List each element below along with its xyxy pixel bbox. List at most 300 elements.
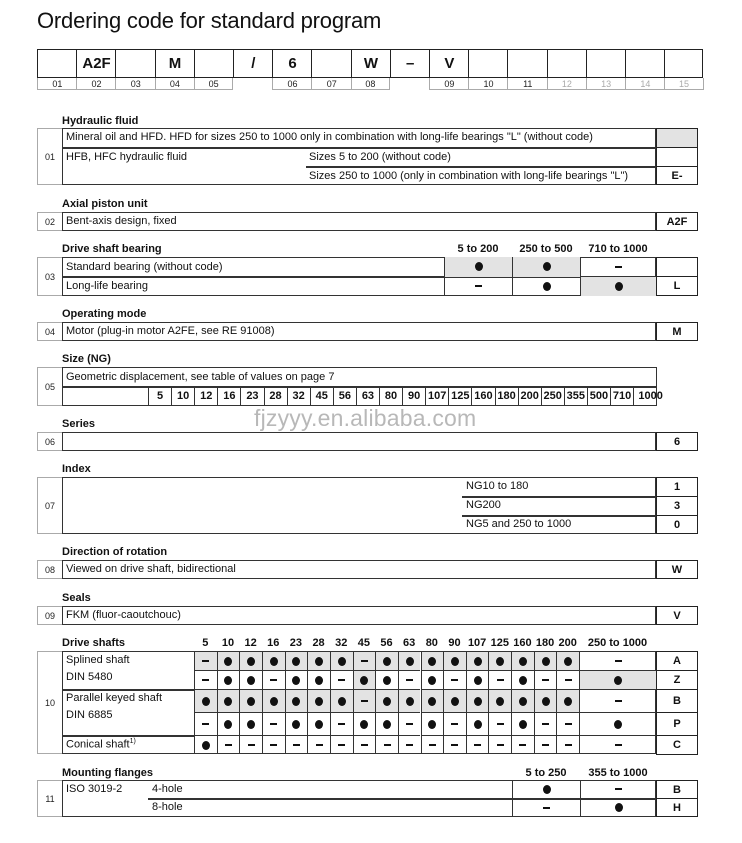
section-number: 10: [37, 651, 62, 754]
drive-shaft-availability-cell: [398, 689, 421, 712]
code-position-number: [233, 78, 273, 90]
drive-shaft-availability-cell: [285, 689, 308, 712]
available-dot-icon: [224, 657, 232, 666]
available-dot-icon: [542, 657, 550, 666]
drive-shaft-availability-cell: [217, 689, 240, 712]
drive-shaft-availability-cell: [217, 735, 240, 754]
col-header: 23: [289, 637, 303, 649]
available-dot-icon: [496, 657, 504, 666]
not-available-dash-icon: [293, 744, 300, 746]
not-available-dash-icon: [270, 679, 277, 681]
code-position-number: 12: [547, 78, 587, 90]
available-dot-icon: [406, 697, 414, 706]
size-option-cell: 12: [194, 387, 217, 405]
code-position-number: 15: [664, 78, 704, 90]
drive-shaft-availability-cell: [217, 651, 240, 670]
code-position-box: [468, 49, 508, 78]
drive-shaft-availability-cell: [556, 651, 579, 670]
available-dot-icon: [315, 697, 323, 706]
col-header: 180: [535, 637, 555, 649]
not-available-dash-icon: [615, 266, 622, 268]
size-option-cell: 107: [425, 387, 448, 405]
available-dot-icon: [292, 676, 300, 685]
available-dot-icon: [428, 697, 436, 706]
size-option-cell: 355: [564, 387, 587, 405]
seals-text: FKM (fluor-caoutchouc): [66, 609, 181, 621]
section-number: 09: [37, 606, 62, 625]
drive-shaft-availability-cell: [375, 670, 398, 689]
code-cell-bearing-long-life: L: [656, 276, 698, 296]
available-dot-icon: [292, 657, 300, 666]
hydraulic-fluid-row-2b: Sizes 250 to 1000 (only in combination with long-life bearings "L"): [309, 170, 629, 182]
drive-shaft-availability-cell: [330, 712, 353, 735]
code-cell-hydraulic-2a: [656, 147, 698, 167]
drive-shaft-availability-cell: [421, 712, 444, 735]
not-available-dash-icon: [248, 744, 255, 746]
section-number: 05: [37, 367, 62, 406]
section-number: 04: [37, 322, 62, 341]
size-option-cell: 710: [610, 387, 633, 405]
bearing-row-label: Standard bearing (without code): [66, 261, 223, 273]
drive-shaft-availability-cell: [330, 735, 353, 754]
code-cell-drive-shaft: B: [656, 689, 698, 713]
section-number: 07: [37, 477, 62, 534]
drive-shaft-availability-cell: [375, 712, 398, 735]
drive-shaft-availability-cell: [556, 735, 579, 754]
flange-row-label: 8-hole: [152, 801, 183, 813]
available-dot-icon: [315, 720, 323, 729]
available-dot-icon: [315, 657, 323, 666]
bearing-availability-cell: [512, 257, 580, 277]
available-dot-icon: [542, 697, 550, 706]
not-available-dash-icon: [202, 679, 209, 681]
code-cell-drive-shaft: A: [656, 651, 698, 671]
operating-mode-text: Motor (plug-in motor A2FE, see RE 91008): [66, 325, 275, 337]
code-position-box: [115, 49, 155, 78]
code-cell-bearing-standard: [656, 257, 698, 277]
drive-shaft-availability-cell: [579, 670, 656, 689]
drive-shaft-availability-cell: [330, 689, 353, 712]
drive-shaft-availability-cell: [534, 689, 557, 712]
size-option-cell: 250: [541, 387, 564, 405]
drive-shaft-availability-cell: [239, 651, 262, 670]
size-option-cell: 10: [171, 387, 194, 405]
col-header: 355 to 1000: [588, 767, 648, 779]
drive-shaft-availability-cell: [353, 735, 376, 754]
bearing-availability-cell: [580, 277, 656, 297]
available-dot-icon: [474, 697, 482, 706]
drive-shaft-availability-cell: [194, 670, 217, 689]
drive-shaft-availability-cell: [534, 712, 557, 735]
direction-text: Viewed on drive shaft, bidirectional: [66, 563, 236, 575]
drive-shaft-group-sublabel: DIN 6885: [66, 709, 113, 721]
drive-shaft-availability-cell: [398, 651, 421, 670]
available-dot-icon: [615, 803, 623, 812]
size-option-cell: 45: [310, 387, 333, 405]
not-available-dash-icon: [270, 723, 277, 725]
size-option-cell: 80: [379, 387, 402, 405]
col-header: 80: [425, 637, 438, 649]
flange-availability-cell: [512, 780, 580, 799]
code-position-number: 03: [115, 78, 155, 90]
col-header: 32: [335, 637, 348, 649]
drive-shaft-availability-cell: [488, 670, 511, 689]
size-option-cell: 28: [264, 387, 287, 405]
code-cell-direction: W: [656, 560, 698, 579]
not-available-dash-icon: [361, 700, 368, 702]
col-header: 28: [312, 637, 325, 649]
available-dot-icon: [247, 657, 255, 666]
available-dot-icon: [224, 720, 232, 729]
drive-shaft-availability-cell: [285, 651, 308, 670]
not-available-dash-icon: [406, 723, 413, 725]
not-available-dash-icon: [615, 700, 622, 702]
not-available-dash-icon: [497, 744, 504, 746]
not-available-dash-icon: [497, 679, 504, 681]
available-dot-icon: [338, 697, 346, 706]
code-cell-drive-shaft: Z: [656, 670, 698, 690]
col-header: 16: [267, 637, 280, 649]
not-available-dash-icon: [338, 744, 345, 746]
not-available-dash-icon: [497, 723, 504, 725]
drive-shaft-group-label: Conical shaft$^{1)}$: [66, 738, 136, 751]
available-dot-icon: [519, 676, 527, 685]
not-available-dash-icon: [406, 744, 413, 746]
drive-shaft-availability-cell: [262, 735, 285, 754]
available-dot-icon: [451, 657, 459, 666]
not-available-dash-icon: [615, 788, 622, 790]
series-box: [62, 432, 656, 451]
size-option-cell: 500: [587, 387, 610, 405]
available-dot-icon: [247, 676, 255, 685]
not-available-dash-icon: [361, 744, 368, 746]
flange-availability-cell: [512, 799, 580, 818]
code-position-number: 10: [468, 78, 508, 90]
section-number: 02: [37, 212, 62, 231]
drive-shaft-availability-cell: [579, 689, 656, 712]
col-header: 90: [448, 637, 461, 649]
code-cell-flange: H: [656, 798, 698, 817]
available-dot-icon: [614, 676, 622, 685]
col-header: 5 to 200: [457, 243, 499, 255]
code-position-number: 05: [194, 78, 234, 90]
bearing-availability-cell: [580, 257, 656, 277]
drive-shaft-group-sublabel: DIN 5480: [66, 671, 113, 683]
drive-shaft-availability-cell: [262, 689, 285, 712]
drive-shaft-availability-cell: [307, 712, 330, 735]
drive-shaft-availability-cell: [421, 735, 444, 754]
code-position-box: M: [155, 49, 195, 78]
section-title-operating-mode: Operating mode: [62, 308, 147, 320]
not-available-dash-icon: [270, 744, 277, 746]
drive-shaft-availability-cell: [579, 651, 656, 670]
available-dot-icon: [383, 720, 391, 729]
section-title-seals: Seals: [62, 592, 91, 604]
section-number: 03: [37, 257, 62, 296]
drive-shaft-availability-cell: [511, 689, 534, 712]
code-position-box: [194, 49, 234, 78]
drive-shaft-availability-cell: [262, 712, 285, 735]
available-dot-icon: [224, 697, 232, 706]
code-position-number: 04: [155, 78, 195, 90]
col-header: 10: [221, 637, 235, 649]
drive-shaft-availability-cell: [285, 670, 308, 689]
drive-shaft-availability-cell: [511, 670, 534, 689]
available-dot-icon: [519, 657, 527, 666]
col-header: 160: [513, 637, 532, 649]
size-option-cell: 180: [495, 387, 518, 405]
drive-shaft-availability-cell: [534, 651, 557, 670]
col-header: 56: [380, 637, 393, 649]
available-dot-icon: [270, 697, 278, 706]
available-dot-icon: [202, 741, 210, 750]
watermark: fjzyyy.en.alibaba.com: [254, 405, 477, 431]
size-option-cell: 1000: [633, 387, 667, 405]
not-available-dash-icon: [565, 744, 572, 746]
available-dot-icon: [614, 720, 622, 729]
not-available-dash-icon: [429, 744, 436, 746]
drive-shaft-availability-cell: [398, 735, 421, 754]
available-dot-icon: [247, 697, 255, 706]
page-title: Ordering code for standard program: [37, 8, 382, 33]
available-dot-icon: [383, 657, 391, 666]
drive-shaft-availability-cell: [239, 712, 262, 735]
drive-shaft-availability-cell: [285, 712, 308, 735]
flange-availability-cell: [580, 780, 656, 799]
drive-shaft-availability-cell: [579, 712, 656, 735]
drive-shaft-availability-cell: [194, 735, 217, 754]
not-available-dash-icon: [565, 723, 572, 725]
code-cell-index: 1: [656, 477, 698, 497]
available-dot-icon: [360, 676, 368, 685]
code-position-box: –: [390, 49, 430, 78]
available-dot-icon: [475, 262, 483, 271]
index-row-label: NG200: [466, 499, 501, 511]
section-title-axial-piston-unit: Axial piston unit: [62, 198, 148, 210]
code-cell-hydraulic-1: [656, 128, 698, 148]
flange-availability-cell: [580, 799, 656, 818]
available-dot-icon: [292, 697, 300, 706]
drive-shaft-availability-cell: [466, 651, 489, 670]
drive-shaft-availability-cell: [421, 670, 444, 689]
size-option-cell: 32: [287, 387, 310, 405]
not-available-dash-icon: [202, 723, 209, 725]
available-dot-icon: [338, 657, 346, 666]
available-dot-icon: [543, 785, 551, 794]
drive-shaft-availability-cell: [194, 689, 217, 712]
drive-shaft-availability-cell: [443, 735, 466, 754]
code-position-number: 02: [76, 78, 116, 90]
code-cell-index: 0: [656, 515, 698, 534]
available-dot-icon: [428, 657, 436, 666]
drive-shaft-availability-cell: [511, 735, 534, 754]
not-available-dash-icon: [202, 660, 209, 662]
drive-shaft-availability-cell: [375, 735, 398, 754]
hydraulic-fluid-row-1: Mineral oil and HFD. HFD for sizes 250 to 1000 only in combination with long-life bearings "L" (without code): [66, 131, 593, 143]
index-row-label: NG5 and 250 to 1000: [466, 518, 572, 530]
drive-shaft-availability-cell: [330, 670, 353, 689]
code-cell-operating-mode: M: [656, 322, 698, 341]
drive-shaft-availability-cell: [466, 689, 489, 712]
code-cell-seals: V: [656, 606, 698, 625]
drive-shaft-availability-cell: [511, 651, 534, 670]
size-option-cell: 90: [402, 387, 425, 405]
available-dot-icon: [474, 720, 482, 729]
hydraulic-fluid-row-2a: Sizes 5 to 200 (without code): [309, 151, 451, 163]
not-available-dash-icon: [338, 723, 345, 725]
col-header: 63: [403, 637, 416, 649]
drive-shaft-availability-cell: [239, 735, 262, 754]
drive-shaft-availability-cell: [488, 689, 511, 712]
drive-shaft-availability-cell: [353, 689, 376, 712]
code-position-box: [507, 49, 547, 78]
code-position-number: 14: [625, 78, 665, 90]
section-title-mounting-flanges: Mounting flanges: [62, 767, 154, 779]
bearing-availability-cell: [512, 277, 580, 297]
code-cell-index: 3: [656, 496, 698, 516]
code-position-box: V: [429, 49, 469, 78]
not-available-dash-icon: [475, 285, 482, 287]
available-dot-icon: [292, 720, 300, 729]
not-available-dash-icon: [451, 723, 458, 725]
size-option-cell: 125: [448, 387, 471, 405]
code-position-box: [37, 49, 77, 78]
bearing-availability-cell: [444, 257, 512, 277]
code-cell-axial-piston: A2F: [656, 212, 698, 231]
drive-shaft-availability-cell: [398, 712, 421, 735]
size-description: Geometric displacement, see table of values on page 7: [66, 371, 335, 383]
col-header: 5 to 250: [525, 767, 567, 779]
col-header: 45: [357, 637, 370, 649]
not-available-dash-icon: [519, 744, 526, 746]
code-position-box: 6: [272, 49, 312, 78]
drive-shaft-availability-cell: [556, 712, 579, 735]
flange-standard: ISO 3019-2: [66, 783, 123, 795]
available-dot-icon: [202, 697, 210, 706]
size-option-cell: 5: [148, 387, 171, 405]
drive-shaft-availability-cell: [353, 712, 376, 735]
not-available-dash-icon: [542, 744, 549, 746]
col-header: 250 to 500: [519, 243, 573, 255]
drive-shaft-availability-cell: [421, 651, 444, 670]
not-available-dash-icon: [542, 679, 549, 681]
drive-shaft-availability-cell: [307, 651, 330, 670]
code-position-box: [664, 49, 703, 78]
drive-shaft-availability-cell: [375, 689, 398, 712]
size-option-cell: 63: [356, 387, 379, 405]
drive-shaft-availability-cell: [421, 689, 444, 712]
drive-shaft-availability-cell: [217, 712, 240, 735]
col-header: 125: [490, 637, 509, 649]
available-dot-icon: [474, 657, 482, 666]
available-dot-icon: [474, 676, 482, 685]
available-dot-icon: [451, 697, 459, 706]
section-number: 08: [37, 560, 62, 579]
drive-shaft-availability-cell: [466, 670, 489, 689]
code-position-box: [625, 49, 665, 78]
drive-shaft-availability-cell: [488, 712, 511, 735]
drive-shaft-availability-cell: [307, 689, 330, 712]
available-dot-icon: [224, 676, 232, 685]
code-position-number: 08: [351, 78, 391, 90]
code-cell-hydraulic-2b: E-: [656, 166, 698, 185]
available-dot-icon: [428, 720, 436, 729]
drive-shaft-availability-cell: [194, 712, 217, 735]
not-available-dash-icon: [338, 679, 345, 681]
drive-shaft-availability-cell: [488, 651, 511, 670]
drive-shaft-availability-cell: [375, 651, 398, 670]
available-dot-icon: [564, 657, 572, 666]
not-available-dash-icon: [474, 744, 481, 746]
code-position-number: 09: [429, 78, 469, 90]
available-dot-icon: [315, 676, 323, 685]
index-row-label: NG10 to 180: [466, 480, 529, 492]
code-position-box: [311, 49, 351, 78]
section-number: 01: [37, 128, 62, 185]
drive-shaft-availability-cell: [534, 735, 557, 754]
code-position-number: 13: [586, 78, 626, 90]
drive-shaft-availability-cell: [307, 670, 330, 689]
not-available-dash-icon: [543, 807, 550, 809]
col-header: 200: [558, 637, 577, 649]
size-option-cell: 200: [518, 387, 541, 405]
code-cell-drive-shaft: P: [656, 712, 698, 736]
col-header: 5: [202, 637, 209, 649]
drive-shaft-availability-cell: [534, 670, 557, 689]
available-dot-icon: [247, 720, 255, 729]
drive-shaft-availability-cell: [579, 735, 656, 754]
drive-shaft-availability-cell: [262, 670, 285, 689]
not-available-dash-icon: [406, 679, 413, 681]
size-option-cell: 160: [471, 387, 494, 405]
drive-shaft-availability-cell: [466, 735, 489, 754]
drive-shaft-availability-cell: [239, 670, 262, 689]
drive-shaft-availability-cell: [443, 712, 466, 735]
section-title-size: Size (NG): [62, 353, 111, 365]
section-title-series: Series: [62, 418, 96, 430]
section-number: 06: [37, 432, 62, 451]
available-dot-icon: [564, 697, 572, 706]
drive-shaft-availability-cell: [466, 712, 489, 735]
not-available-dash-icon: [451, 744, 458, 746]
code-cell-series: 6: [656, 432, 698, 451]
drive-shaft-availability-cell: [285, 735, 308, 754]
hydraulic-fluid-row-2-label: HFB, HFC hydraulic fluid: [66, 151, 188, 163]
available-dot-icon: [428, 676, 436, 685]
drive-shaft-availability-cell: [194, 651, 217, 670]
drive-shaft-availability-cell: [239, 689, 262, 712]
not-available-dash-icon: [615, 660, 622, 662]
drive-shaft-availability-cell: [307, 735, 330, 754]
flange-row-label: 4-hole: [152, 783, 183, 795]
drive-shaft-availability-cell: [217, 670, 240, 689]
bearing-availability-cell: [444, 277, 512, 297]
code-position-box: A2F: [76, 49, 116, 78]
code-cell-drive-shaft: C: [656, 735, 698, 755]
col-header: 12: [244, 637, 257, 649]
drive-shaft-availability-cell: [511, 712, 534, 735]
size-option-cell: 23: [240, 387, 263, 405]
col-header: 710 to 1000: [588, 243, 648, 255]
code-position-number: 07: [311, 78, 351, 90]
available-dot-icon: [543, 282, 551, 291]
drive-shaft-availability-cell: [488, 735, 511, 754]
code-position-box: [586, 49, 626, 78]
available-dot-icon: [270, 657, 278, 666]
drive-shaft-availability-cell: [330, 651, 353, 670]
code-position-box: [547, 49, 587, 78]
drive-shaft-availability-cell: [556, 670, 579, 689]
